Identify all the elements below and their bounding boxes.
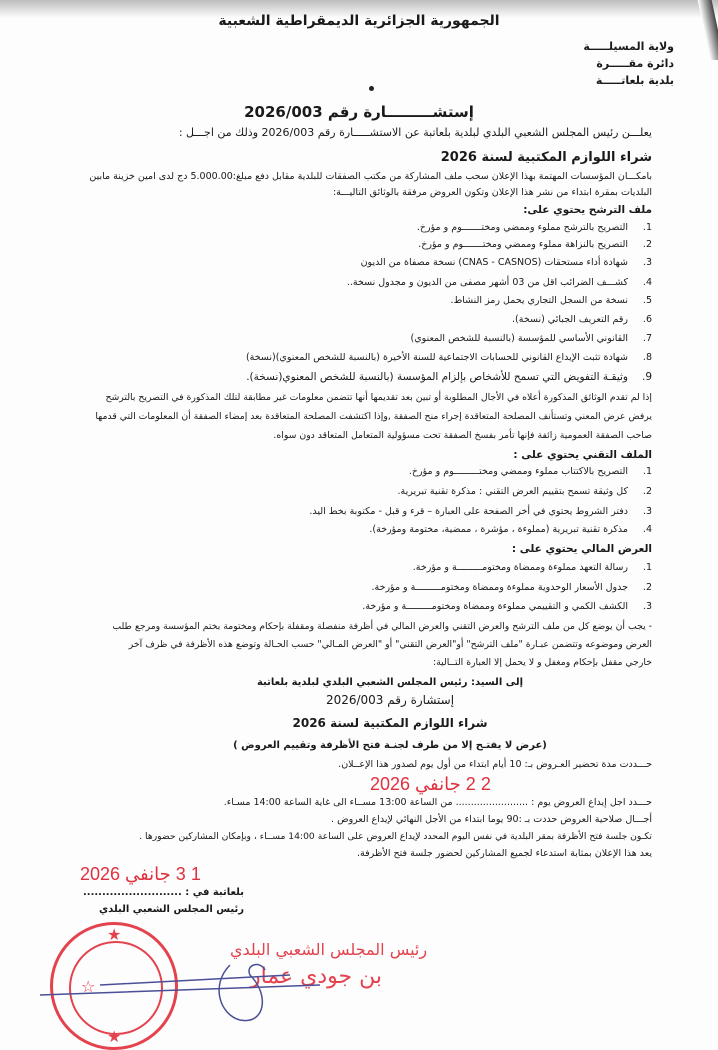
star-icon: ☆ bbox=[81, 977, 96, 996]
list-number: 2. bbox=[642, 582, 652, 593]
announcement: يعلـــن رئيس المجلس الشعبي البلدي لبلدية بلعاتبة عن الاستشـــــارة رقم 2026/003 وذلك من اجـــل : bbox=[178, 126, 652, 139]
term-line: يعد هذا الإعلان بمثابة استدعاء لجميع المشاركين لحضور جلسة فتح الأظرفة. bbox=[357, 848, 652, 859]
list-item bbox=[246, 370, 652, 384]
term-line: حـــددت مدة تحضير العـروض بـ: 10 أيام ابتداء من أول يوم لصدور هذا الإعــلان. bbox=[338, 759, 652, 770]
list-item-text: شهادة أداء مستحقات (CNAS - CASNOS) نسخة مصفاة من الديون bbox=[360, 257, 628, 268]
list-item bbox=[369, 523, 652, 537]
term-line: تكـون جلسة فتح الأظرفة بمقر البلدية في نفس اليوم المحدد لإيداع العروض على الساعة 14:00 مســاء ، وبإمكان المشاركين حضورها . bbox=[139, 831, 652, 842]
list-number: 8. bbox=[642, 352, 652, 363]
list-number: 7. bbox=[642, 333, 652, 344]
consultation-title: إستشـــــــــارة رقم 2026/003 bbox=[244, 103, 474, 121]
dot-mark bbox=[369, 86, 374, 91]
list-item bbox=[411, 332, 652, 346]
list-number: 4. bbox=[642, 524, 652, 535]
list-item bbox=[413, 561, 652, 575]
signing-date-stamp: 1 3 جانفي 2026 bbox=[80, 864, 201, 884]
list-item bbox=[397, 485, 652, 499]
financial-heading: العرض المالي يحتوي على : bbox=[511, 543, 652, 555]
list-item-text: نسخة من السجل التجاري يحمل رمز النشاط. bbox=[450, 295, 628, 306]
list-item-text: التصريح بالاكتتاب مملوء وممضي ومختـــــــــوم و مؤرخ. bbox=[408, 466, 628, 477]
term-line: حـــدد اجل إيداع العروض يوم : ........................ من الساعة 13:00 مســاء الى غاية الساعة 14:00 مسـاء. bbox=[223, 797, 652, 808]
candidacy-note: صاحب الصفقة العمومية زائفة فإنها تأمر بفسخ الصفقة تحت مسؤولية المتعامل المتعاقد دون سواه. bbox=[273, 430, 652, 441]
wilaya: ولاية المسيلـــــة bbox=[583, 40, 674, 53]
list-item-text: جدول الأسعار الوحدوية مملوءة وممضاة ومختومـــــــــة و مؤرخة. bbox=[371, 582, 628, 593]
list-number: 1. bbox=[642, 562, 652, 573]
list-number: 3. bbox=[642, 601, 652, 612]
list-item-text: شهادة تثبت الإيداع القانوني للحسابات الاجتماعية للسنة الأخيرة (بالنسبة للشخص المعنوي)(نسخة) bbox=[245, 352, 628, 363]
deadline-date-stamp: 2 2 جانفي 2026 bbox=[370, 774, 491, 794]
star-icon: ★ bbox=[107, 1027, 122, 1046]
financial-note: العرض وموضوعه وتتضمن عبـارة "ملف الترشح" أو"العرض التقني" أو "العرض المـالي" حسب الحـالة وتوضع هذه الأظرفة في ظرف آخر bbox=[128, 639, 652, 650]
list-number: 3. bbox=[642, 506, 652, 517]
envelope-number: إستشارة رقم 2026/003 bbox=[325, 693, 455, 707]
list-item bbox=[512, 313, 652, 327]
list-number: 9. bbox=[641, 371, 652, 383]
list-number: 4. bbox=[642, 277, 652, 288]
term-line: أجـــال صلاحية العروض حددت بـ :90 يوما ابتداء من الأجل النهائي لإيداع العروض . bbox=[331, 814, 652, 825]
list-item bbox=[362, 600, 652, 614]
list-item bbox=[347, 276, 652, 290]
list-number: 5. bbox=[642, 295, 652, 306]
intro-line: البلديات بمقرة ابتداء من نشر هذا الإعلان وتكون العروض مرفقة بالوثائق التاليـــة: bbox=[332, 187, 652, 198]
list-item-text: وثيقـة التفويض التي تسمح للأشخاص بإلزام المؤسسة (بالنسبة للشخص المعنوي(نسخة). bbox=[246, 371, 628, 383]
signatory-name: بن جودي عمار bbox=[250, 964, 383, 989]
list-item-text: رقم التعريف الجبائي (نسخة). bbox=[512, 314, 628, 325]
list-number: 6. bbox=[642, 314, 652, 325]
list-item bbox=[246, 351, 652, 365]
candidacy-note: يرفض عرض المعني وتستأنف المصلحة المتعاقدة إجراء منح الصفقة ,وإذا اكتشفت المصلحة المتعاقدة بعد إمضاء الصفقة أن المعلومات التي قدمها bbox=[95, 411, 652, 422]
financial-note: خارجي مقفل بإحكام ومغفل و لا يحمل إلا العبارة التــالية: bbox=[432, 657, 652, 668]
handwritten-signature bbox=[30, 955, 330, 1025]
list-item-text: دفتر الشروط يحتوي في أخر الصفحة على العبارة – قرء و قبل - مكتوبة بخط اليد. bbox=[309, 506, 628, 517]
list-item bbox=[417, 221, 652, 235]
list-number: 2. bbox=[642, 486, 652, 497]
list-item-text: القانوني الأساسي للمؤسسة (بالنسبة للشخص المعنوي) bbox=[410, 333, 628, 344]
stamp-role: رئيس المجلس الشعبي البلدي bbox=[230, 940, 428, 959]
envelope-notice: (عرض لا يفتـح إلا من طرف لجنـة فتح الأظرفة وتقييم العروض ) bbox=[233, 740, 547, 751]
list-item bbox=[309, 505, 652, 519]
candidacy-note: إذا لم تقدم الوثائق المذكورة أعلاه في الأجال المطلوبة أو تبين بعد تقديمها أنها تتضمن معلومات غير مطابقة لتلك المذكورة في التصريح بالترشح bbox=[105, 392, 652, 403]
candidacy-heading: ملف الترشح يحتوي على: bbox=[523, 204, 652, 216]
list-number: 1. bbox=[642, 466, 652, 477]
list-item-text: كل وثيقة تسمح بتقييم العرض التقني : مذكرة تقنية تبريرية. bbox=[397, 486, 628, 497]
star-icon: ★ bbox=[107, 925, 122, 944]
list-item bbox=[418, 238, 652, 252]
list-item bbox=[361, 256, 652, 270]
list-number: 1. bbox=[642, 222, 652, 233]
technical-heading: الملف التقني يحتوي على : bbox=[513, 449, 652, 461]
baladiya: بلدية بلعاتـــــة bbox=[595, 74, 674, 87]
list-item-text: كشـــف الضرائب اقل من 03 أشهر مصفى من الديون و مجدول نسخة.. bbox=[346, 277, 628, 288]
intro-line: بامكـــان المؤسسات المهتمة بهذا الإعلان سحب ملف المشاركة من مكتب الصفقات للبلدية مقابل دفع مبلغ:5.000.00 دج لدى امين خزينة مابين bbox=[89, 171, 652, 182]
list-item bbox=[409, 465, 652, 479]
envelope-to: إلى السيد: رئيس المجلس الشعبي البلدي لبلدية بلعاتبة bbox=[256, 677, 524, 688]
financial-note: - يجب أن يوضع كل من ملف الترشح والعرض التقني والعرض المالي في أظرفة منفصلة ومقفلة بإحكام ومختومة بختم المؤسسة ومرجع طلب bbox=[112, 621, 652, 632]
signatory-role: رئيس المجلس الشعبي البلدي bbox=[99, 904, 244, 915]
signing-place: بلعاتبة في : .......................... bbox=[82, 887, 244, 898]
list-item bbox=[450, 294, 652, 308]
list-item bbox=[371, 581, 652, 595]
daira: دائرة مقـــــرة bbox=[596, 57, 674, 70]
subject-heading: شراء اللوازم المكتبية لسنة 2026 bbox=[440, 150, 652, 165]
list-item-text: مذكرة تقنية تبريرية (مملوءة ، مؤشرة ، ممضية، مختومة ومؤرخة). bbox=[369, 524, 628, 535]
list-number: 2. bbox=[642, 239, 652, 250]
list-item-text: التصريح بالنزاهة مملوء وممضي ومختـــــــوم و مؤرخ. bbox=[418, 239, 628, 250]
republic-header: الجمهورية الجزائرية الديمقراطية الشعبية bbox=[218, 13, 500, 29]
envelope-subject: شراء اللوازم المكتبية لسنة 2026 bbox=[292, 716, 488, 730]
list-item-text: رسالة التعهد مملوءة وممضاة ومختومـــــــــة و مؤرخة. bbox=[412, 562, 628, 573]
list-item-text: الكشف الكمي و التقييمي مملوءة وممضاة ومختومـــــــــة و مؤرخة. bbox=[362, 601, 628, 612]
list-number: 3. bbox=[642, 257, 652, 268]
list-item-text: التصريح بالترشح مملوء وممضي ومختـــــــوم و مؤرخ. bbox=[416, 222, 628, 233]
